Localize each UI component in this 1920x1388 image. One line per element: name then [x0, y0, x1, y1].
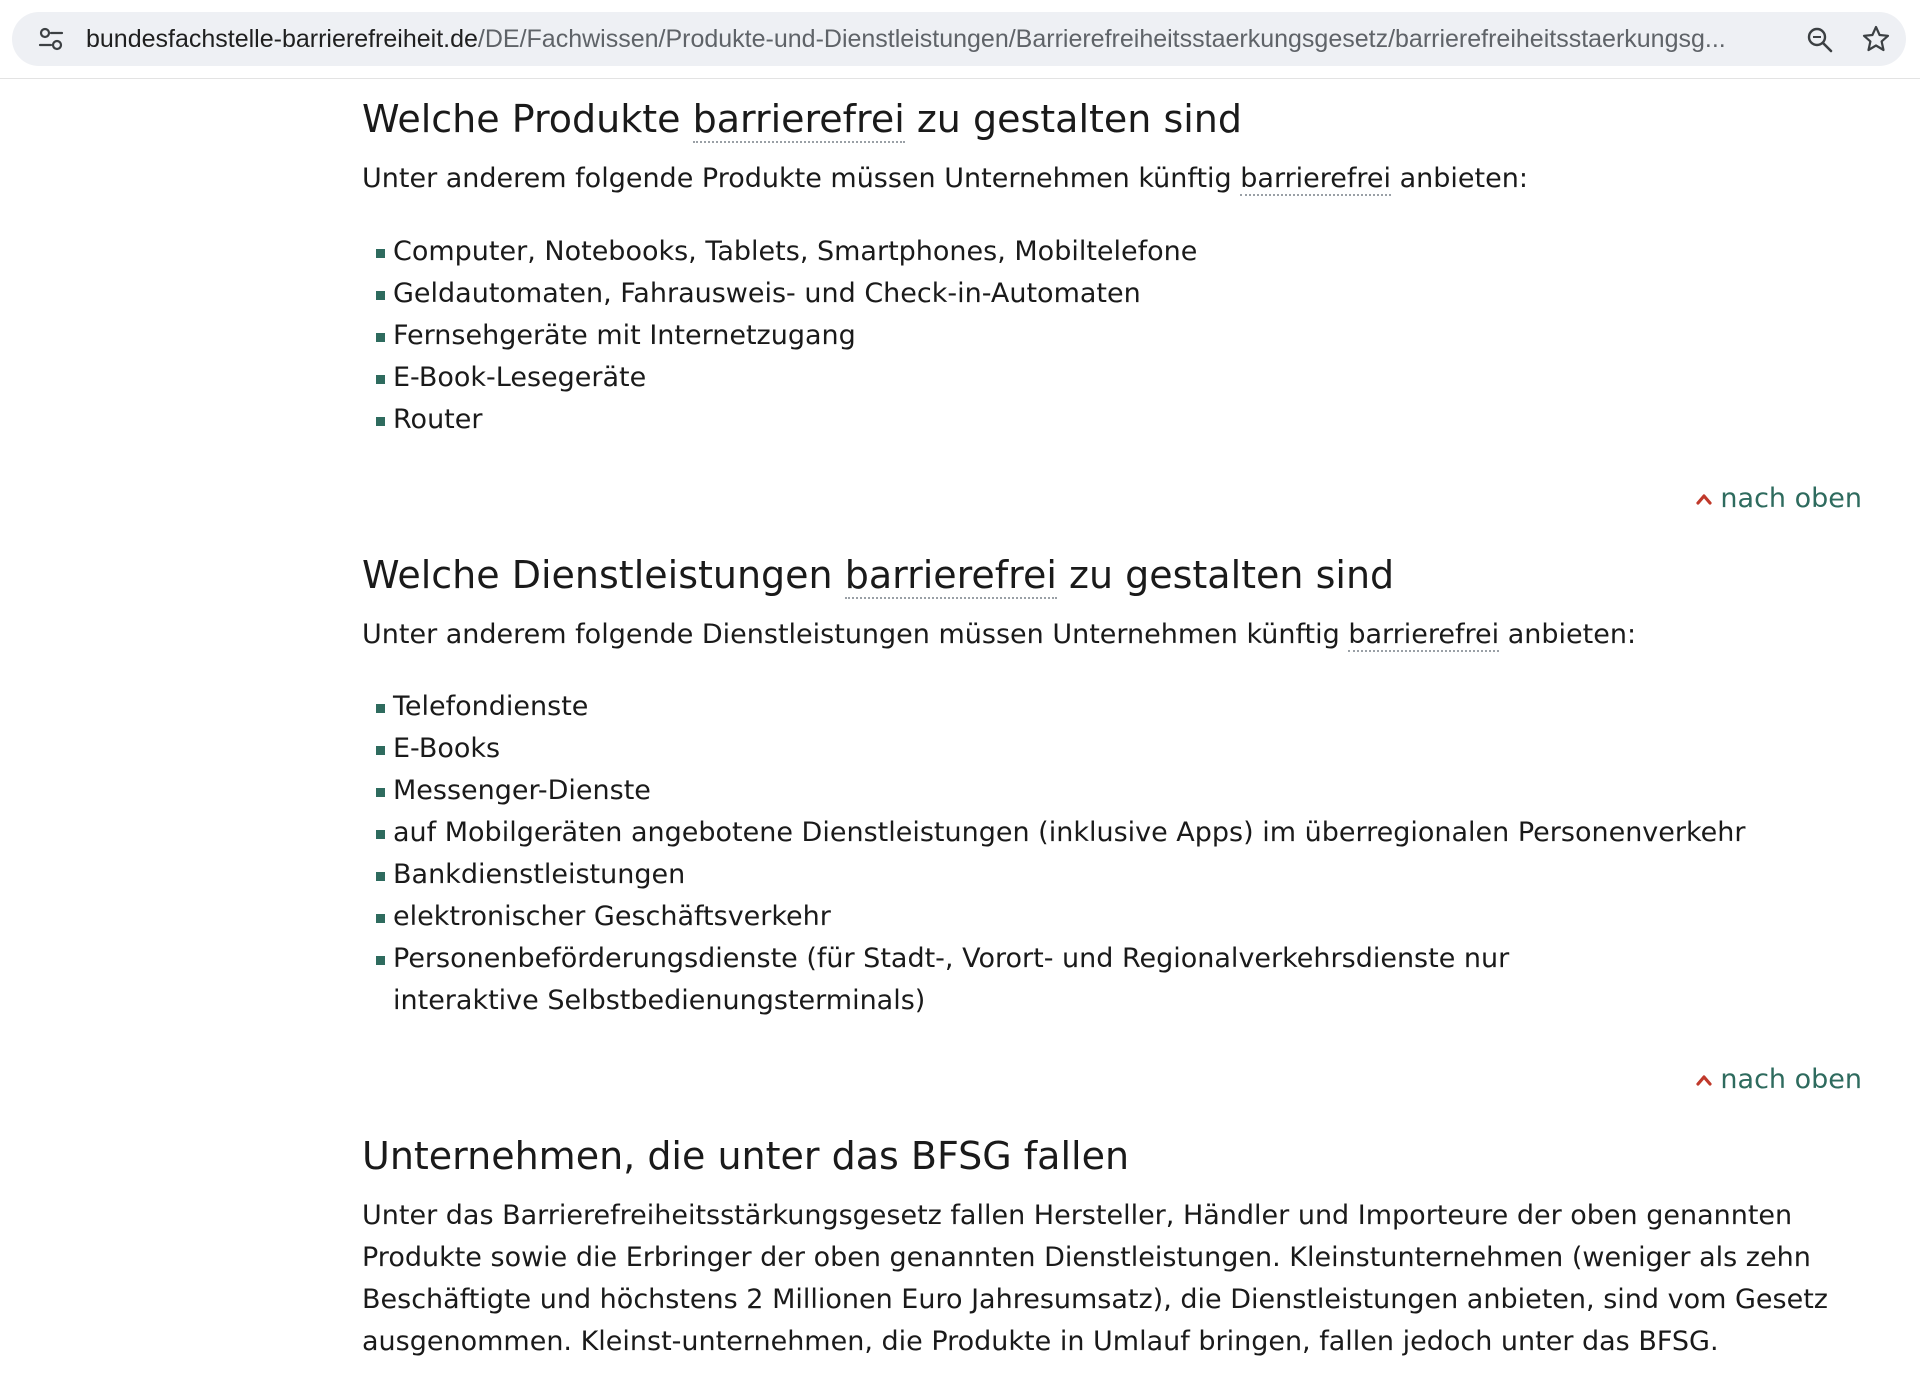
url-domain: bundesfachstelle-barrierefreiheit.de [86, 25, 478, 53]
companies-heading: Unternehmen, die unter das BFSG fallen [362, 1134, 1130, 1178]
heading-text: Welche Dienstleistungen [362, 553, 845, 597]
url-path: /DE/Fachwissen/Produkte-und-Dienstleistungen/Barrierefreiheitsstaerkungsgesetz/barrierefreiheitsstaerkungsg... [477, 25, 1726, 53]
list-item: auf Mobilgeräten angebotene Dienstleistungen (inklusive Apps) im überregionalen Personenverkehr [376, 812, 1852, 854]
intro-text: anbieten: [1391, 163, 1528, 194]
nach-oben-label: nach oben [1720, 483, 1862, 514]
intro-text: Unter anderem folgende Dienstleistungen müssen Unternehmen künftig [362, 619, 1349, 650]
list-item: Fernsehgeräte mit Internetzugang [376, 315, 1852, 357]
star-icon[interactable] [1861, 24, 1891, 54]
abbr-barrierefrei[interactable]: barrierefrei [1240, 163, 1392, 194]
intro-text: Unter anderem folgende Produkte müssen Unternehmen künftig [362, 163, 1241, 194]
address-bar[interactable] [12, 12, 1906, 66]
tune-icon[interactable] [38, 27, 64, 51]
abbr-barrierefrei[interactable]: barrierefrei [1348, 619, 1500, 650]
list-item: Messenger-Dienste [376, 770, 1852, 812]
abbr-barrierefrei[interactable]: barrierefrei [844, 553, 1057, 597]
zoom-icon[interactable] [1806, 26, 1834, 54]
caret-up-icon [1696, 493, 1712, 505]
list-item: Computer, Notebooks, Tablets, Smartphones, Mobiltelefone [376, 231, 1852, 273]
services-list [376, 686, 1852, 1022]
list-item: Bankdienstleistungen [376, 854, 1852, 896]
heading-text: zu gestalten sind [1056, 553, 1395, 597]
nach-oben-link[interactable] [362, 479, 1862, 519]
list-item: E-Books [376, 728, 1852, 770]
url-text[interactable] [86, 12, 1786, 66]
products-intro [362, 158, 1852, 200]
heading-text: Welche Produkte [362, 97, 693, 141]
services-heading [362, 551, 1852, 599]
companies-body: Unter das Barrierefreiheitsstärkungsgesetz fallen Hersteller, Händler und Importeure der oben genannten Produkte sowie die Erbringer der oben genannten Dienstleistungen. Kleinstunternehmen (weniger als zehn Beschäftigte und höchstens 2 Millionen Euro Jahresumsatz), die Dienstleistungen anbieten, sind vom Gesetz ausgenommen. Kleinst-unternehmen, die Produkte in Umlauf bringen, fallen jedoch unter das BFSG. [362, 1200, 1828, 1357]
heading-text: zu gestalten sind [904, 97, 1243, 141]
main-content [362, 79, 1862, 1363]
nach-oben-label: nach oben [1720, 1064, 1862, 1095]
list-item: Geldautomaten, Fahrausweis- und Check-in-Automaten [376, 273, 1852, 315]
services-intro [362, 614, 1852, 656]
products-list [376, 231, 1852, 441]
services-section [362, 551, 1862, 1100]
intro-text: anbieten: [1499, 619, 1637, 650]
list-item: Personenbeförderungsdienste (für Stadt-, Vorort- und Regionalverkehrsdienste nur interaktive Selbstbedienungsterminals) [376, 938, 1646, 1022]
nach-oben-link[interactable] [362, 1060, 1862, 1100]
browser-toolbar [0, 0, 1920, 79]
products-section [362, 79, 1862, 519]
list-item: Telefondienste [376, 686, 1852, 728]
list-item: elektronischer Geschäftsverkehr [376, 896, 1852, 938]
products-heading [362, 95, 1852, 143]
caret-up-icon [1696, 1074, 1712, 1086]
abbr-barrierefrei[interactable]: barrierefrei [692, 97, 905, 141]
list-item: E-Book-Lesegeräte [376, 357, 1852, 399]
companies-section [362, 1132, 1852, 1363]
list-item: Router [376, 399, 1852, 441]
